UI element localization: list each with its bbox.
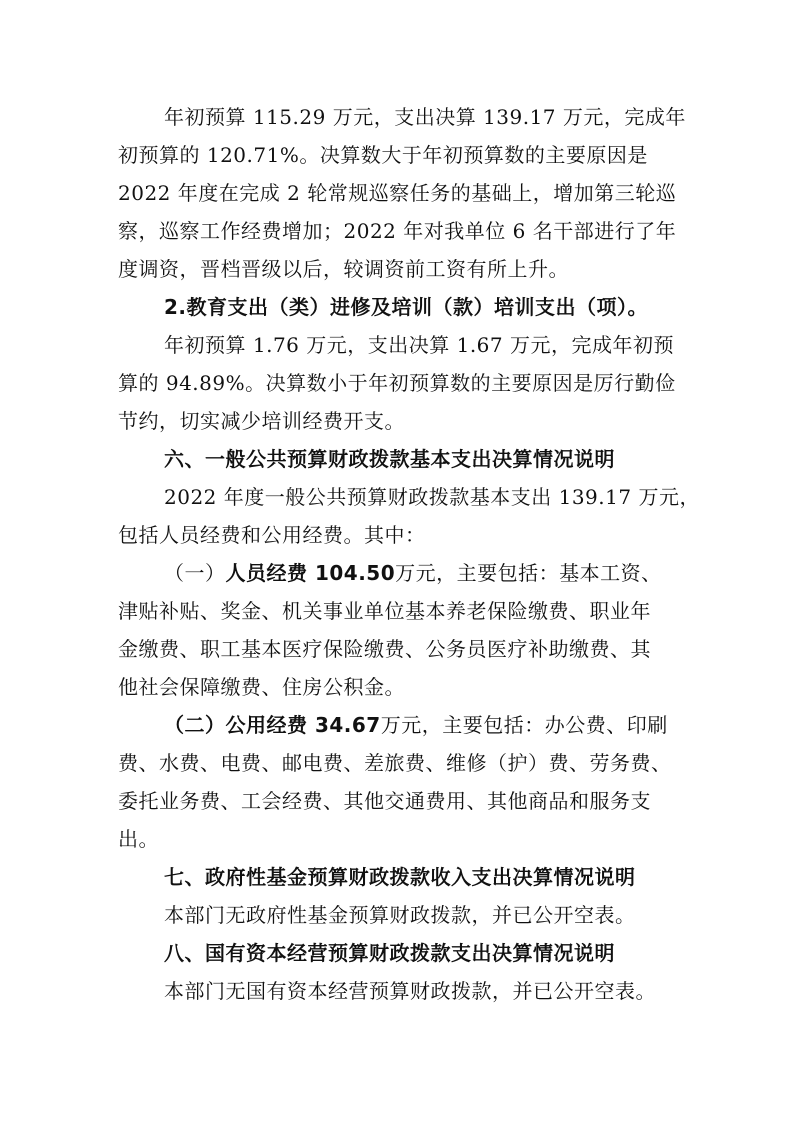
personnel-label: 人员经费 104.50: [225, 561, 396, 585]
section6-intro-2: 包括人员经费和公用经费。其中：: [118, 523, 426, 547]
public-rest: 万元，主要包括：办公费、印刷: [380, 713, 668, 737]
item2-heading: 2.教育支出（类）进修及培训（款）培训支出（项）。: [164, 295, 649, 319]
section6-intro-1: 2022 年度一般公共预算财政拨款基本支出 139.17 万元，: [164, 485, 700, 509]
item2-line-1: 年初预算 1.76 万元，支出决算 1.67 万元，完成年初预: [164, 333, 674, 357]
section6-heading: 六、一般公共预算财政拨款基本支出决算情况说明: [164, 447, 615, 471]
personnel-line-3: 金缴费、职工基本医疗保险缴费、公务员医疗补助缴费、其: [118, 637, 651, 661]
public-line-4: 出。: [118, 827, 159, 851]
personnel-line-4: 他社会保障缴费、住房公积金。: [118, 675, 405, 699]
item2-line-2: 算的 94.89%。决算数小于年初预算数的主要原因是厉行勤俭: [118, 371, 676, 395]
item2-line-3: 节约，切实减少培训经费开支。: [118, 409, 405, 433]
public-label: （二）公用经费 34.67: [164, 713, 381, 737]
public-first-line: [164, 712, 668, 738]
personnel-rest: 万元，主要包括：基本工资、: [395, 561, 662, 585]
para1-line-1: 年初预算 115.29 万元，支出决算 139.17 万元，完成年: [164, 105, 686, 129]
public-line-3: 委托业务费、工会经费、其他交通费用、其他商品和服务支: [118, 789, 651, 813]
personnel-line-2: 津贴补贴、奖金、机关事业单位基本养老保险缴费、职业年: [118, 599, 651, 623]
public-line-2: 费、水费、电费、邮电费、差旅费、维修（护）费、劳务费、: [118, 751, 672, 775]
personnel-prefix: （一）: [164, 561, 226, 585]
para1-line-2: 初预算的 120.71%。决算数大于年初预算数的主要原因是: [118, 143, 648, 167]
section8-text: 本部门无国有资本经营预算财政拨款，并已公开空表。: [164, 979, 656, 1003]
para1-line-4: 察，巡察工作经费增加；2022 年对我单位 6 名干部进行了年: [118, 219, 677, 243]
personnel-first-line: [164, 560, 662, 586]
para1-line-5: 度调资，晋档晋级以后，较调资前工资有所上升。: [118, 257, 569, 281]
section8-heading: 八、国有资本经营预算财政拨款支出决算情况说明: [164, 941, 615, 965]
section7-text: 本部门无政府性基金预算财政拨款，并已公开空表。: [164, 903, 636, 927]
section7-heading: 七、政府性基金预算财政拨款收入支出决算情况说明: [164, 865, 636, 889]
para1-line-3: 2022 年度在完成 2 轮常规巡察任务的基础上，增加第三轮巡: [118, 181, 677, 205]
